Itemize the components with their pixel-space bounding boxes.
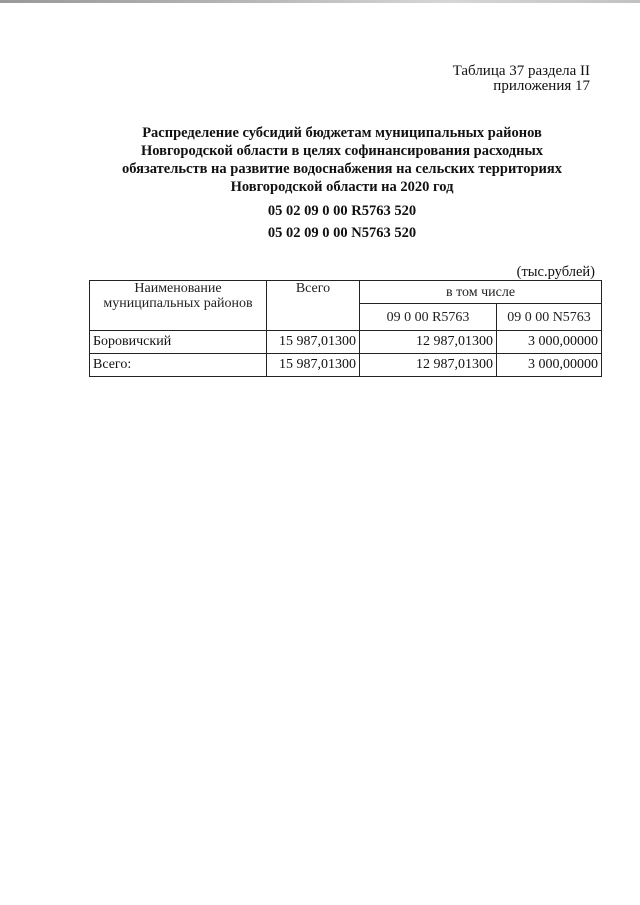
title-line-1: Распределение субсидий бюджетам муниципальных районов [142, 125, 542, 141]
header-including: в том числе [360, 281, 602, 304]
reference-line-1: Таблица 37 раздела II [452, 63, 590, 79]
total-row-sub-n5763: 3 000,00000 [497, 354, 602, 377]
subsidy-table [89, 280, 602, 377]
total-row-sub-r5763: 12 987,01300 [360, 354, 497, 377]
budget-code-1: 05 02 09 0 00 R5763 520 [267, 203, 417, 219]
unit-label: (тыс.рублей) [516, 264, 595, 280]
document-title [90, 124, 594, 196]
title-line-3: обязательств на развитие водоснабжения на сельских территориях [121, 161, 562, 177]
table-row [90, 331, 602, 354]
row-total: 15 987,01300 [267, 331, 360, 354]
total-row-name: Всего: [90, 354, 267, 377]
header-name-line-2: муниципальных районов [103, 296, 253, 311]
header-name [90, 281, 267, 331]
title-line-4: Новгородской области на 2020 год [230, 179, 454, 195]
budget-code-2: 05 02 09 0 00 N5763 520 [267, 225, 417, 241]
header-row-1 [90, 281, 602, 304]
row-name: Боровичский [90, 331, 267, 354]
table-reference [453, 64, 590, 94]
total-row [90, 354, 602, 377]
header-sub-n5763: 09 0 00 N5763 [497, 304, 602, 331]
row-sub-r5763: 12 987,01300 [360, 331, 497, 354]
header-sub-r5763: 09 0 00 R5763 [360, 304, 497, 331]
title-line-2: Новгородской области в целях софинансирования расходных [140, 143, 544, 159]
total-row-total: 15 987,01300 [267, 354, 360, 377]
header-total: Всего [267, 281, 360, 331]
scan-edge [0, 0, 640, 3]
row-sub-n5763: 3 000,00000 [497, 331, 602, 354]
header-name-line-1: Наименование [134, 281, 222, 296]
budget-codes [90, 200, 594, 244]
reference-line-2: приложения 17 [493, 78, 590, 94]
